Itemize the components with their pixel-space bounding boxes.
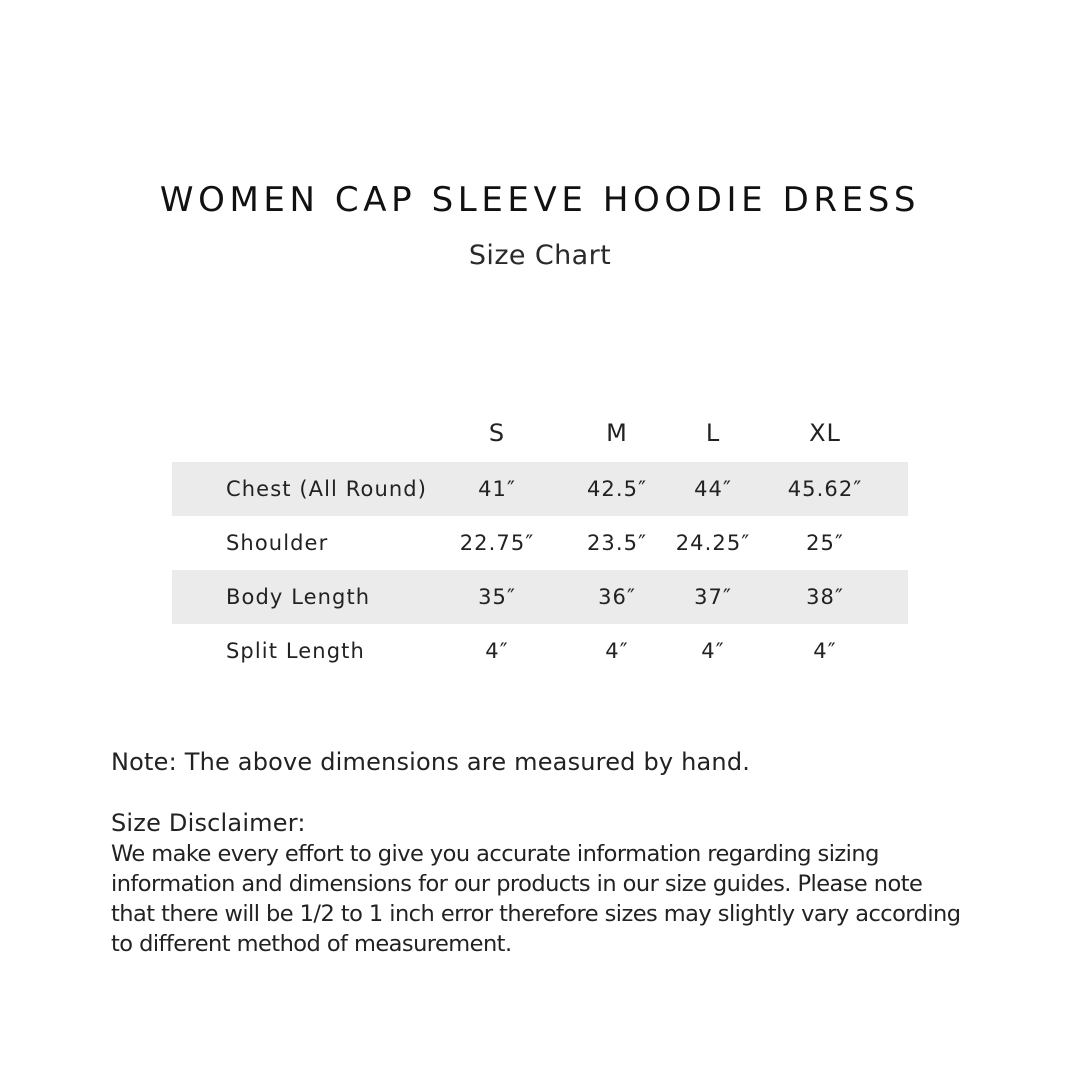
disclaimer-heading: Size Disclaimer: xyxy=(111,809,306,837)
table-cell: 23.5″ xyxy=(586,531,648,555)
row-label: Split Length xyxy=(226,639,365,663)
row-label: Chest (All Round) xyxy=(226,477,427,501)
table-row-body-length xyxy=(172,570,908,624)
table-cell: 44″ xyxy=(694,477,732,501)
table-cell: 45.62″ xyxy=(787,477,863,501)
size-chart-table xyxy=(172,408,908,678)
measurement-note: Note: The above dimensions are measured by hand. xyxy=(111,748,751,776)
page-title: WOMEN CAP SLEEVE HOODIE DRESS xyxy=(159,180,921,220)
table-cell: 41″ xyxy=(478,477,516,501)
table-cell: 35″ xyxy=(478,585,516,609)
column-header-l: L xyxy=(705,419,721,447)
table-cell: 24.25″ xyxy=(675,531,751,555)
column-header-xl: XL xyxy=(809,419,841,447)
table-cell: 4″ xyxy=(605,639,629,663)
row-label: Shoulder xyxy=(226,531,329,555)
table-header-row xyxy=(172,408,908,462)
table-cell: 4″ xyxy=(701,639,725,663)
table-cell: 22.75″ xyxy=(459,531,535,555)
column-header-s: S xyxy=(488,419,506,447)
table-row-split-length xyxy=(172,624,908,678)
table-cell: 36″ xyxy=(598,585,636,609)
table-cell: 38″ xyxy=(806,585,844,609)
row-label: Body Length xyxy=(226,585,371,609)
table-cell: 4″ xyxy=(813,639,837,663)
page-subtitle: Size Chart xyxy=(468,240,612,271)
table-row-shoulder xyxy=(172,516,908,570)
table-cell: 25″ xyxy=(806,531,844,555)
table-cell: 42.5″ xyxy=(586,477,648,501)
column-header-m: M xyxy=(606,419,628,447)
table-cell: 37″ xyxy=(694,585,732,609)
table-cell: 4″ xyxy=(485,639,509,663)
disclaimer-text: We make every effort to give you accurate information regarding sizing information and dimensions for our products in our size guides. Please note that there will be 1/2 to 1 inch error therefore sizes may slightly vary according to different method of measurement. xyxy=(111,841,961,957)
table-row-chest xyxy=(172,462,908,516)
